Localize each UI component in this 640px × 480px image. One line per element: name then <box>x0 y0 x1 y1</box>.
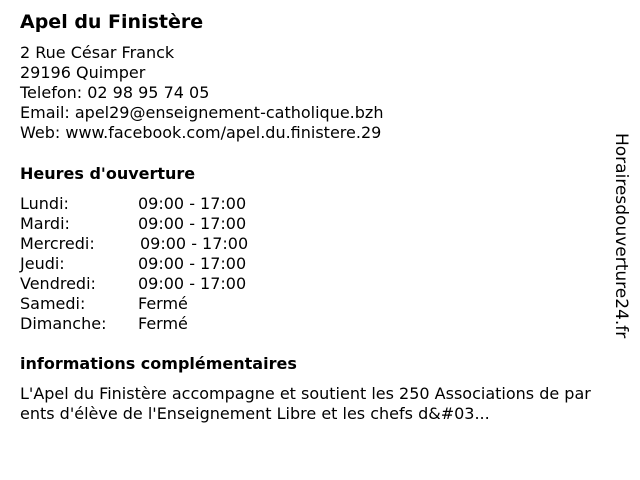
page-title: Apel du Finistère <box>20 11 204 33</box>
email: Email: apel29@enseignement-catholique.bzh <box>20 103 384 122</box>
day-label: Samedi: <box>20 294 86 313</box>
day-label: Dimanche: <box>20 314 107 333</box>
day-label: Mercredi: <box>20 234 95 253</box>
hours-value: Fermé <box>138 314 188 333</box>
hours-value: 09:00 - 17:00 <box>138 274 247 293</box>
day-label: Mardi: <box>20 214 70 233</box>
day-label: Vendredi: <box>20 274 96 293</box>
street-address: 2 Rue César Franck <box>20 43 175 62</box>
hours-value: Fermé <box>138 294 188 313</box>
hours-value: 09:00 - 17:00 <box>138 214 247 233</box>
hours-heading: Heures d'ouverture <box>20 164 196 183</box>
day-label: Jeudi: <box>20 254 65 273</box>
day-label: Lundi: <box>20 194 69 213</box>
phone: Telefon: 02 98 95 74 05 <box>20 83 210 102</box>
hours-value: 09:00 - 17:00 <box>138 254 247 273</box>
website: Web: www.facebook.com/apel.du.finistere.29 <box>20 123 382 142</box>
address-block <box>20 43 383 143</box>
description-text: L'Apel du Finistère accompagne et soutient les 250 Associations de parents d'élève de l'Enseignement Libre et les chefs d&#03... <box>20 384 591 423</box>
hours-value: 09:00 - 17:00 <box>140 234 249 253</box>
site-watermark: Horairesdouverture24.fr <box>611 133 631 339</box>
hours-value: 09:00 - 17:00 <box>138 194 247 213</box>
city: 29196 Quimper <box>20 63 146 82</box>
info-heading: informations complémentaires <box>20 354 297 373</box>
